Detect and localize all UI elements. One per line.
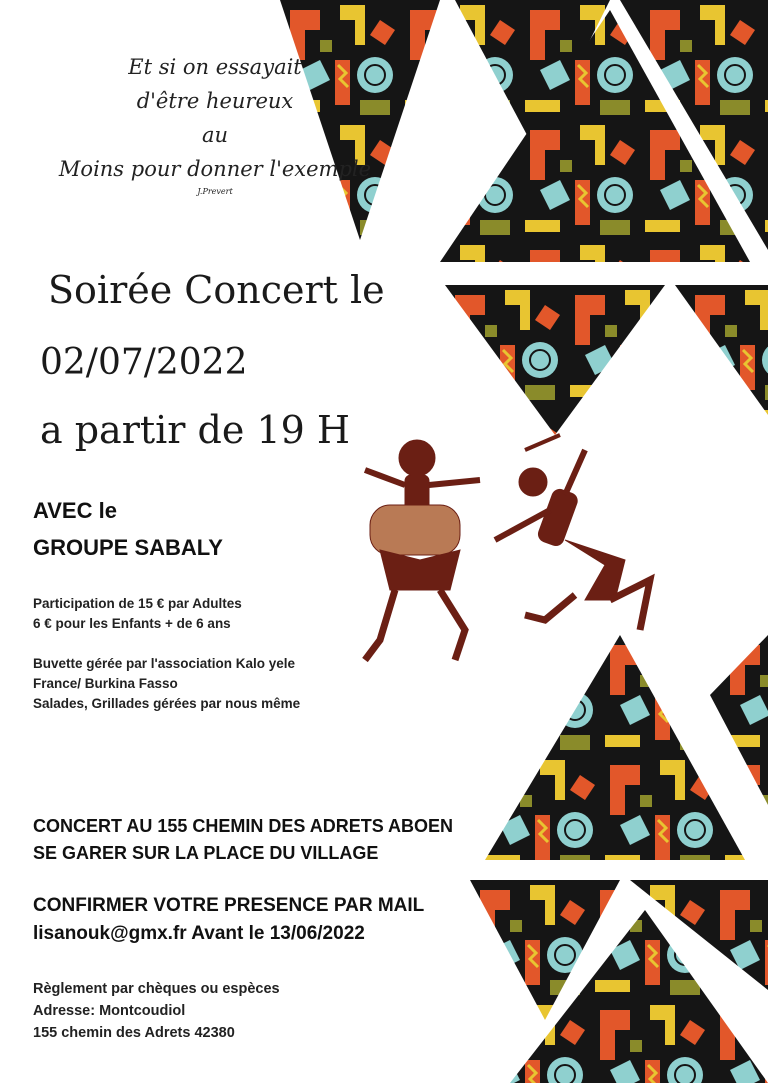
quote-line: au xyxy=(201,123,229,147)
rsvp-email: lisanouk@gmx.fr Avant le 13/06/2022 xyxy=(33,923,365,944)
price-line: Participation de 15 € par Adultes xyxy=(33,596,242,611)
address-line: 155 chemin des Adrets 42380 xyxy=(33,1025,235,1041)
quote-line: d'être heureux xyxy=(136,89,294,113)
refreshment-line: Salades, Grillades gérées par nous même xyxy=(33,696,301,711)
band-name: GROUPE SABALY xyxy=(33,535,223,560)
quote-author: J.Prevert xyxy=(197,187,233,196)
event-date: 02/07/2022 xyxy=(40,342,248,383)
location-line: CONCERT AU 155 CHEMIN DES ADRETS ABOEN xyxy=(33,816,454,836)
quote-line: Moins pour donner l'exemple xyxy=(58,157,372,181)
event-title: Soirée Concert le xyxy=(48,268,385,312)
event-time: a partir de 19 H xyxy=(40,408,351,452)
rsvp-heading: CONFIRMER VOTRE PRESENCE PAR MAIL xyxy=(33,895,425,916)
price-line: 6 € pour les Enfants + de 6 ans xyxy=(33,616,231,631)
dancers-illustration xyxy=(335,430,675,670)
pattern-decoration-bottom xyxy=(470,880,768,1083)
quote-line: Et si on essayait xyxy=(128,55,302,79)
refreshment-line: Buvette gérée par l'association Kalo yele xyxy=(33,656,296,671)
payment-line: Règlement par chèques ou espèces xyxy=(33,981,280,997)
quote-block xyxy=(40,50,390,198)
refreshment-line: France/ Burkina Fasso xyxy=(33,676,178,691)
location-line: SE GARER SUR LA PLACE DU VILLAGE xyxy=(33,843,379,863)
band-line: AVEC le xyxy=(33,498,117,523)
address-line: Adresse: Montcoudiol xyxy=(33,1003,186,1019)
